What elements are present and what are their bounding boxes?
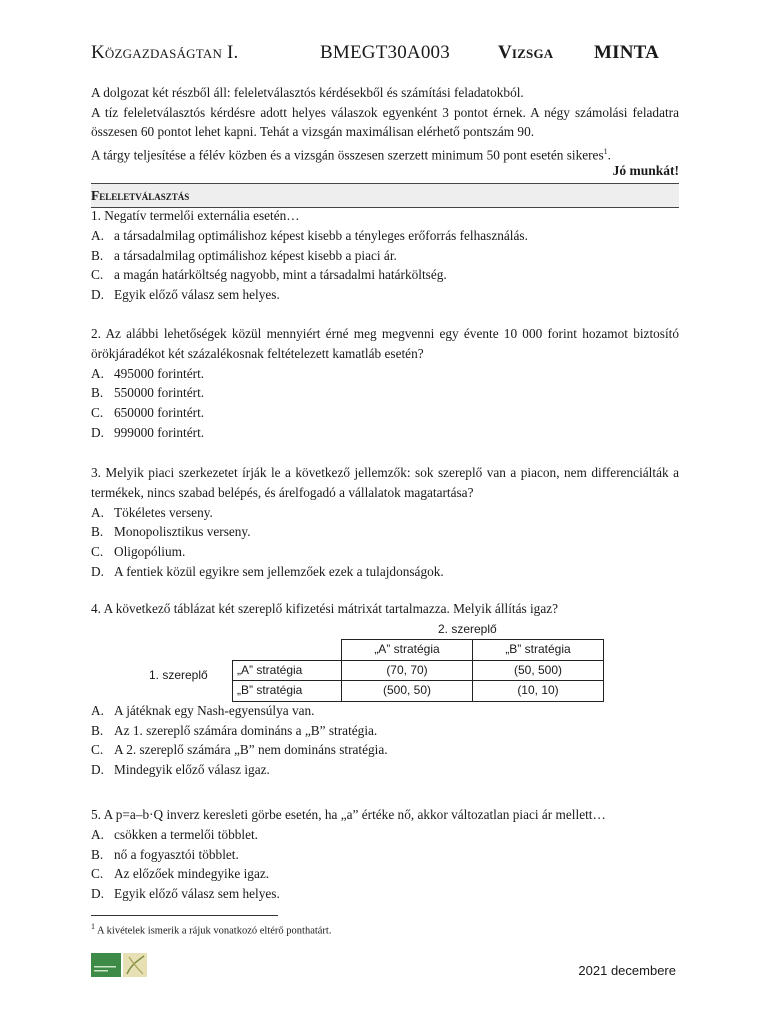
option-c[interactable] <box>91 403 679 423</box>
question-5 <box>91 805 679 904</box>
option-letter: C. <box>91 866 104 882</box>
option-b[interactable] <box>91 522 679 542</box>
course-title: Közgazdaságtan I. <box>91 42 239 63</box>
option-d[interactable] <box>91 423 679 443</box>
table-corner <box>233 639 342 660</box>
intro-paragraph-2: A tíz feleletválasztós kérdésre adott helyes válaszok egyenként 3 pontot érnek. A négy számolási feladatra összesen 60 pontot lehet kapni. Tehát a vizsgán maximálisan elérhető pontszám 90. <box>91 104 679 140</box>
option-letter: C. <box>91 544 104 560</box>
option-letter: B. <box>91 247 104 263</box>
option-letter: C. <box>91 742 104 758</box>
option-d[interactable] <box>91 285 679 305</box>
option-a[interactable] <box>91 226 679 246</box>
option-b[interactable] <box>91 721 679 741</box>
option-letter: D. <box>91 886 104 902</box>
option-letter: A. <box>91 826 104 842</box>
option-letter: C. <box>91 405 104 421</box>
footnote-text: A kivételek ismerik a rájuk vonatkozó eltérő ponthatárt. <box>95 925 332 937</box>
logo-leaf-block <box>123 953 147 977</box>
row-header-b: „B” stratégia <box>233 681 342 702</box>
question-text: 1. Negatív termelői externália esetén… <box>91 208 300 223</box>
question-text: 2. Az alábbi lehetőségek közül mennyiért érné meg megvenni egy évente 10 000 forint hozamot biztosító örökjáradékot két százalékosnak feltételezett kamatláb esetén? <box>91 326 679 361</box>
option-text: Tökéletes verseny. <box>114 504 213 520</box>
row-header-a: „A” stratégia <box>233 660 342 681</box>
payoff-cell-ba: (500, 50) <box>342 681 473 702</box>
option-text: Egyik előző válasz sem helyes. <box>114 886 280 902</box>
option-letter: A. <box>91 365 104 381</box>
payoff-cell-ab: (50, 500) <box>473 660 604 681</box>
sample-label: MINTA <box>594 42 660 63</box>
payoff-table <box>232 639 604 702</box>
footnote-divider <box>91 915 278 916</box>
option-letter: D. <box>91 762 104 778</box>
option-letter: B. <box>91 846 104 862</box>
option-text: Az 1. szereplő számára domináns a „B” stratégia. <box>114 722 378 738</box>
option-text: A 2. szereplő számára „B” nem domináns stratégia. <box>114 742 388 758</box>
option-a[interactable] <box>91 503 679 523</box>
option-b[interactable] <box>91 246 679 266</box>
question-4 <box>91 599 679 780</box>
option-letter: D. <box>91 424 104 440</box>
option-text: Oligopólium. <box>114 544 186 560</box>
option-text: 495000 forintért. <box>114 365 205 381</box>
option-letter: B. <box>91 722 104 738</box>
option-c[interactable] <box>91 265 679 285</box>
col-header-a: „A” stratégia <box>342 639 473 660</box>
player-1-label: 1. szereplő <box>149 667 208 682</box>
option-letter: B. <box>91 524 104 540</box>
option-c[interactable] <box>91 542 679 562</box>
footnote-number: 1 <box>91 922 95 931</box>
question-1 <box>91 206 679 305</box>
footnote <box>91 922 331 937</box>
logo-green-block <box>91 953 121 977</box>
option-letter: D. <box>91 287 104 303</box>
payoff-cell-aa: (70, 70) <box>342 660 473 681</box>
option-text: Az előzőek mindegyike igaz. <box>114 866 270 882</box>
option-d[interactable] <box>91 884 679 904</box>
question-2 <box>91 324 679 443</box>
option-text: A játéknak egy Nash-egyensúlya van. <box>114 702 315 718</box>
option-text: Egyik előző válasz sem helyes. <box>114 287 280 303</box>
option-c[interactable] <box>91 740 679 760</box>
intro-paragraph-3-end: . <box>607 147 611 163</box>
good-luck-text: Jó munkát! <box>612 163 679 178</box>
option-letter: D. <box>91 563 104 579</box>
option-text: 999000 forintért. <box>114 424 205 440</box>
question-3 <box>91 463 679 582</box>
exam-label: Vizsga <box>498 42 554 63</box>
option-text: Mindegyik előző válasz igaz. <box>114 762 270 778</box>
option-text: 650000 forintért. <box>114 405 205 421</box>
section-title: Feleletválasztás <box>91 183 679 208</box>
option-letter: A. <box>91 702 104 718</box>
footnote-ref: 1 <box>603 146 608 156</box>
option-d[interactable] <box>91 562 679 582</box>
option-b[interactable] <box>91 383 679 403</box>
option-a[interactable] <box>91 701 679 721</box>
option-letter: A. <box>91 504 104 520</box>
option-text: A fentiek közül egyikre sem jellemzőek ezek a tulajdonságok. <box>114 563 444 579</box>
payoff-matrix <box>91 619 679 701</box>
option-text: nő a fogyasztói többlet. <box>114 846 239 862</box>
question-text: 3. Melyik piaci szerkezetet írják le a következő jellemzők: sok szereplő van a piacon, nem differenciálták a termékek, nincs szabad belépés, és árelfogadó a vállalatok magatartása? <box>91 465 679 500</box>
footer-date: 2021 decembere <box>578 963 676 978</box>
option-text: a társadalmilag optimálishoz képest kisebb a piaci ár. <box>114 247 397 263</box>
option-text: Monopolisztikus verseny. <box>114 524 251 540</box>
option-text: a társadalmilag optimálishoz képest kisebb a tényleges erőforrás felhasználás. <box>114 227 528 243</box>
question-text: 4. A következő táblázat két szereplő kifizetési mátrixát tartalmazza. Melyik állítás igaz? <box>91 601 559 616</box>
option-text: csökken a termelői többlet. <box>114 826 259 842</box>
option-text: a magán határköltség nagyobb, mint a társadalmi határköltség. <box>114 267 447 283</box>
intro-block <box>91 83 679 165</box>
option-letter: C. <box>91 267 104 283</box>
page-header <box>91 42 679 66</box>
player-2-label: 2. szereplő <box>438 621 497 636</box>
course-code: BMEGT30A003 <box>320 42 450 63</box>
university-logo-icon <box>91 953 147 977</box>
payoff-cell-bb: (10, 10) <box>473 681 604 702</box>
option-d[interactable] <box>91 760 679 780</box>
intro-paragraph-3-text: A tárgy teljesítése a félév közben és a vizsgán összesen szerzett minimum 50 pont esetén sikeres <box>91 147 604 163</box>
option-b[interactable] <box>91 845 679 865</box>
option-a[interactable] <box>91 364 679 384</box>
intro-paragraph-3 <box>91 142 679 165</box>
option-letter: A. <box>91 227 104 243</box>
question-text: 5. A p=a–b·Q inverz keresleti görbe esetén, ha „a” értéke nő, akkor változatlan piaci ár mellett… <box>91 807 606 822</box>
intro-paragraph-1: A dolgozat két részből áll: feleletválasztós kérdésekből és számítási feladatokból. <box>91 85 524 100</box>
option-letter: B. <box>91 385 104 401</box>
option-a[interactable] <box>91 825 679 845</box>
col-header-b: „B” stratégia <box>473 639 604 660</box>
option-text: 550000 forintért. <box>114 385 205 401</box>
option-c[interactable] <box>91 864 679 884</box>
